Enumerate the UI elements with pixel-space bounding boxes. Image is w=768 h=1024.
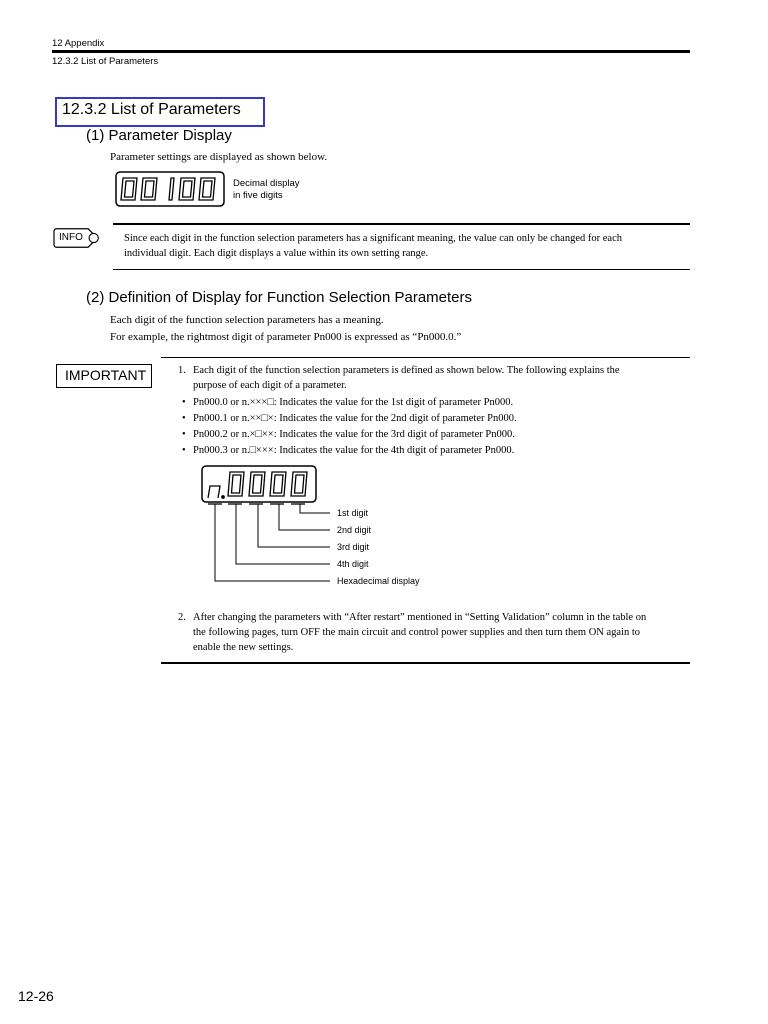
info-bottom-rule	[113, 269, 690, 270]
info-top-rule	[113, 223, 690, 225]
hex-display-diagram	[198, 464, 338, 588]
info-text-line1: Since each digit in the function selection parameters has a significant meaning, the value can only be changed for each	[124, 233, 622, 244]
section2-line1: Each digit of the function selection parameters has a meaning.	[110, 314, 384, 326]
digit-label-4th: 4th digit	[337, 559, 369, 569]
bullet-item: Pn000.0 or n.×××□: Indicates the value for the 1st digit of parameter Pn000.	[193, 397, 514, 408]
section1-intro: Parameter settings are displayed as shown below.	[110, 151, 328, 163]
page-number: 12-26	[18, 988, 54, 1004]
leader-2nd	[279, 504, 330, 530]
important-item2-line3: enable the new settings.	[193, 642, 294, 653]
bullet-item: Pn000.3 or n.□×××: Indicates the value for the 4th digit of parameter Pn000.	[193, 445, 515, 456]
important-bottom-rule	[161, 662, 690, 664]
display-caption-line2: in five digits	[233, 190, 283, 201]
info-text-line2: individual digit. Each digit displays a value within its own setting range.	[124, 248, 429, 259]
bullet-dot: •	[182, 397, 186, 408]
digit-label-hex: Hexadecimal display	[337, 576, 420, 586]
bullet-dot: •	[182, 445, 186, 456]
leader-3rd	[258, 504, 330, 547]
important-label: IMPORTANT	[65, 367, 147, 383]
important-item2-number: 2.	[178, 612, 186, 623]
important-item2-line1: After changing the parameters with “After restart” mentioned in “Setting Validation” column in the table on	[193, 612, 647, 623]
important-item1-line1: Each digit of the function selection parameters is defined as shown below. The following explains the	[193, 365, 620, 376]
bullet-dot: •	[182, 429, 186, 440]
leader-1st	[300, 504, 330, 513]
section1-heading: (1) Parameter Display	[86, 127, 232, 144]
page-title: 12.3.2 List of Parameters	[62, 101, 241, 118]
section2-heading: (2) Definition of Display for Function Selection Parameters	[86, 289, 473, 306]
decimal-point	[222, 496, 224, 498]
important-top-rule	[161, 357, 690, 358]
important-item1-line2: purpose of each digit of a parameter.	[193, 380, 347, 391]
bullet-item: Pn000.1 or n.××□×: Indicates the value for the 2nd digit of parameter Pn000.	[193, 413, 517, 424]
digit-label-3rd: 3rd digit	[337, 542, 370, 552]
leader-hex	[215, 504, 330, 581]
info-label: INFO	[59, 232, 83, 243]
bullet-item: Pn000.2 or n.×□××: Indicates the value for the 3rd digit of parameter Pn000.	[193, 429, 515, 440]
header-rule	[52, 50, 690, 53]
important-item1-number: 1.	[178, 365, 186, 376]
bullet-dot: •	[182, 413, 186, 424]
digit-label-2nd: 2nd digit	[337, 525, 372, 535]
digit-label-1st: 1st digit	[337, 508, 369, 518]
important-item2-line2: the following pages, turn OFF the main circuit and control power supplies and then turn them ON again to	[193, 627, 641, 638]
decimal-display-panel	[115, 171, 225, 207]
display-caption-line1: Decimal display	[233, 178, 300, 189]
section2-line2: For example, the rightmost digit of parameter Pn000 is expressed as “Pn000.0.”	[110, 331, 462, 343]
section-header: 12.3.2 List of Parameters	[52, 56, 159, 67]
chapter-header: 12 Appendix	[52, 38, 105, 49]
